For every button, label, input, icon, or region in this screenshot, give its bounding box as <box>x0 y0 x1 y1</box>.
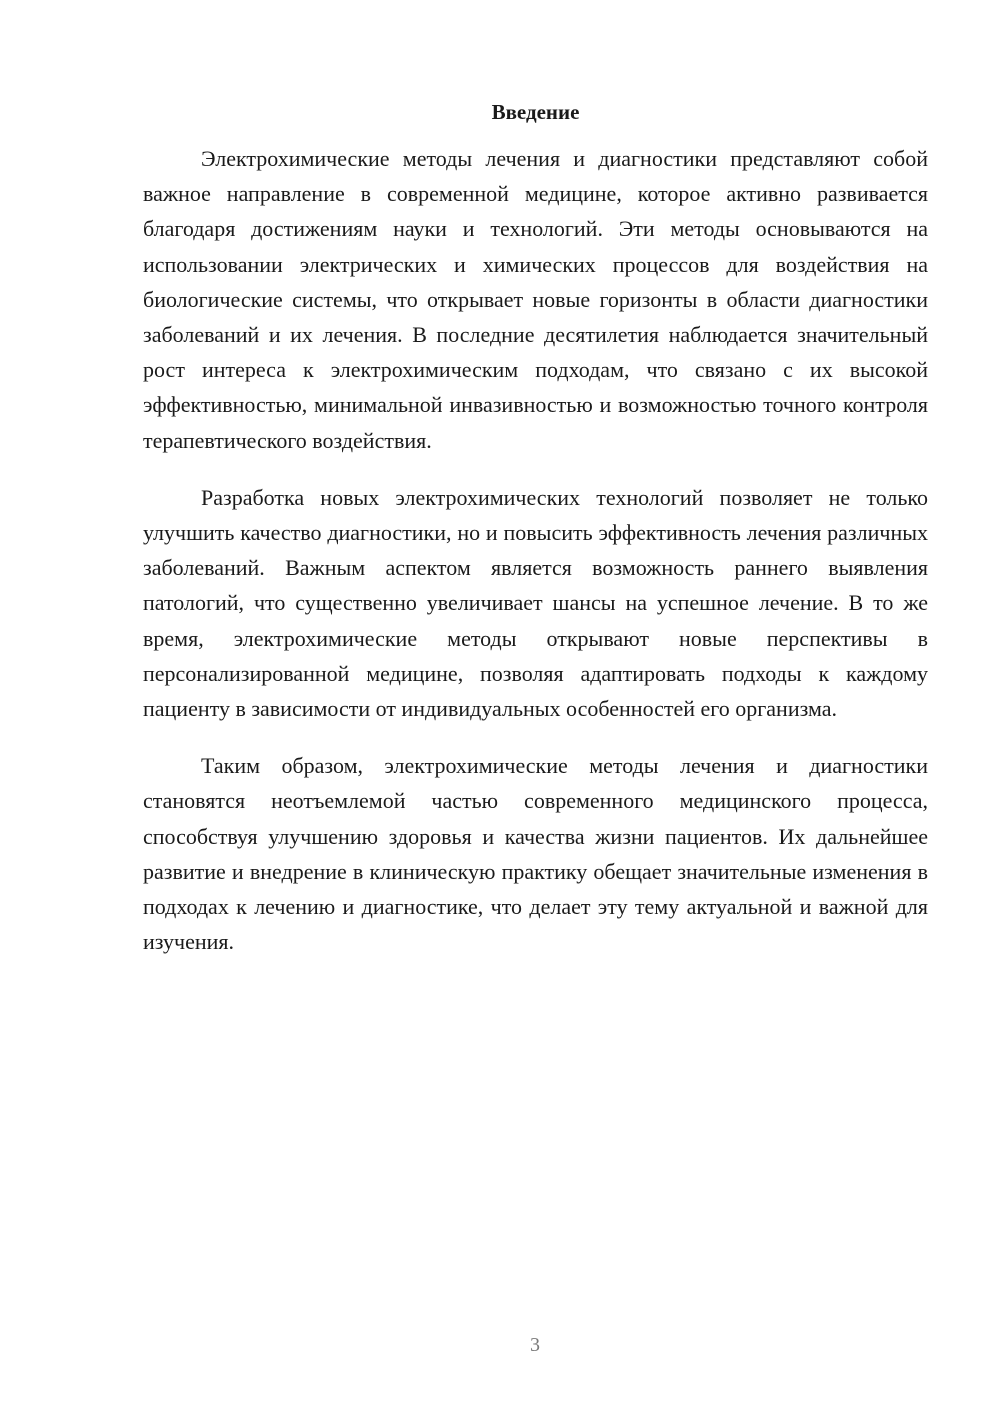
section-heading: Введение <box>491 100 580 124</box>
paragraph-3: Таким образом, электрохимические методы лечения и диагностики становятся неотъемлемой частью современного медицинского процесса, способствуя улучшению здоровья и качества жизни пациентов. Их дальнейшее развитие и внедрение в клиническую практику обещает значительные изменения в подходах к лечению и диагностике, что делает эту тему актуальной и важной для изучения. <box>143 753 928 955</box>
paragraph-2: Разработка новых электрохимических технологий позволяет не только улучшить качество диагностики, но и повысить эффективность лечения различных заболеваний. Важным аспектом является возможность раннего выявления патологий, что существенно увеличивает шансы на успешное лечение. В то же время, электрохимические методы открывают новые перспективы в персонализированной медицине, позволяя адаптировать подходы к каждому пациенту в зависимости от индивидуальных особенностей его организма. <box>143 484 928 722</box>
paragraph-1: Электрохимические методы лечения и диагностики представляют собой важное направление в современной медицине, которое активно развивается благодаря достижениям науки и технологий. Эти методы основываются на использовании электрических и химических процессов для воздействия на биологические системы, что открывает новые горизонты в области диагностики заболеваний и их лечения. В последние десятилетия наблюдается значительный рост интереса к электрохимическим подходам, что связано с их высокой эффективностью, минимальной инвазивностью и возможностью точного контроля терапевтического воздействия. <box>143 146 928 453</box>
body-text <box>143 141 928 981</box>
page-number: 3 <box>530 1334 540 1356</box>
